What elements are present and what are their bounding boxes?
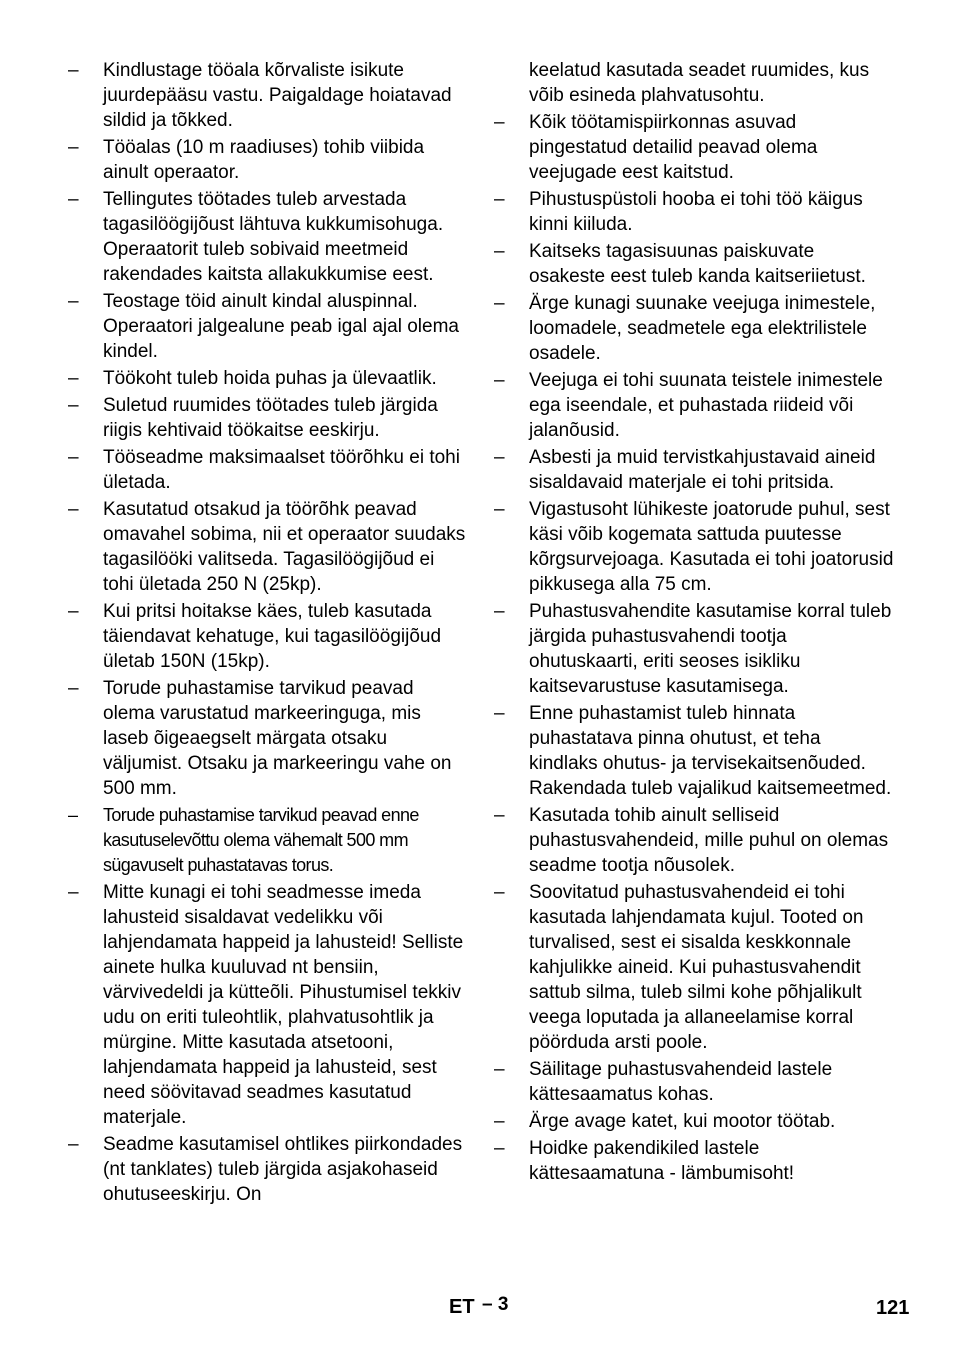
bullet-text: Vigastusoht lühikeste joatorude puhul, sest käsi võib kogemata sattuda puutesse kõrgsurvejoaga. Kasutada ei tohi joatorusid pikkusega alla 75 cm. <box>529 499 894 595</box>
bullet-item <box>68 1132 468 1207</box>
bullet-text: Puhastusvahendite kasutamise korral tuleb järgida puhastusvahendi tootja ohutuskaarti, eriti seoses isikliku kaitsevarustuse kasutamisega. <box>529 601 892 697</box>
bullet-text: Ärge avage katet, kui mootor töötab. <box>529 1111 836 1132</box>
bullet-dash: – <box>68 368 79 389</box>
bullet-item <box>494 1136 894 1186</box>
bullet-dash: – <box>494 447 505 468</box>
bullet-text: Tööalas (10 m raadiuses) tohib viibida ainult operaator. <box>103 137 425 183</box>
bullet-dash: – <box>494 601 505 622</box>
bullet-text: Teostage töid ainult kindal aluspinnal. Operaatori jalgealune peab igal ajal olema kindel. <box>103 291 459 362</box>
bullet-item <box>68 445 468 495</box>
bullet-item <box>68 599 468 674</box>
bullet-dash: – <box>494 1138 505 1159</box>
bullet-text: Enne puhastamist tuleb hinnata puhastatava pinna ohutust, et teha kindlaks ohutus- ja tervisekaitsenõuded. Rakendada tuleb vajalikud kaitsemeetmed. <box>529 703 892 799</box>
bullet-text: Tellingutes töötades tuleb arvestada tagasilöögijõust lähtuva kukkumisohuga. Operaatorit tuleb sobivaid meetmeid rakendades kaitsta allakukkumise eest. <box>103 189 444 285</box>
bullet-item <box>68 393 468 443</box>
bullet-dash: – <box>68 447 79 468</box>
bullet-item <box>68 289 468 364</box>
bullet-dash: – <box>68 499 79 520</box>
bullet-item <box>68 803 468 878</box>
bullet-item <box>68 135 468 185</box>
bullet-item <box>494 239 894 289</box>
bullet-text: Töökoht tuleb hoida puhas ja ülevaatlik. <box>103 368 437 389</box>
bullet-item <box>68 366 468 391</box>
bullet-dash: – <box>68 882 79 903</box>
bullet-dash: – <box>68 1134 79 1155</box>
bullet-dash: – <box>494 189 505 210</box>
bullet-item <box>68 58 468 133</box>
bullet-item <box>68 676 468 801</box>
bullet-text: Kindlustage tööala kõrvaliste isikute juurdepääsu vastu. Paigaldage hoiatavad sildid ja tõkked. <box>103 60 452 131</box>
bullet-dash: – <box>494 499 505 520</box>
bullet-item <box>494 368 894 443</box>
bullet-text: Veejuga ei tohi suunata teistele inimestele ega iseendale, et puhastada riideid või jalanõusid. <box>529 370 883 441</box>
bullet-dash: – <box>494 882 505 903</box>
bullet-dash: – <box>68 291 79 312</box>
bullet-text: Torude puhastamise tarvikud peavad olema varustatud markeeringuga, mis laseb õigeaegselt märgata otsaku väljumist. Otsaku ja markeeringu vahe on 500 mm. <box>103 678 452 799</box>
bullet-dash: – <box>494 370 505 391</box>
bullet-item <box>494 291 894 366</box>
bullet-item <box>494 599 894 699</box>
bullet-dash: – <box>68 678 79 699</box>
bullet-item <box>68 880 468 1130</box>
bullet-text: Kaitseks tagasisuunas paiskuvate osakeste eest tuleb kanda kaitseriietust. <box>529 241 866 287</box>
bullet-item <box>494 58 894 108</box>
bullet-dash: – <box>68 60 79 81</box>
bullet-text: keelatud kasutada seadet ruumides, kus võib esineda plahvatusohtu. <box>529 60 870 106</box>
left-column <box>68 58 468 1209</box>
bullet-text: Mitte kunagi ei tohi seadmesse imeda lahusteid sisaldavat vedelikku või lahjendamata happeid ja lahusteid! Selliste ainete hulka kuuluvad nt bensiin, värvivedeldi ja kütteõli. Pihustumisel tekkiv udu on eriti tuleohtlik, plahvatusohtlik ja mürgine. Mitte kasutada atsetooni, lahjendamata happeid ja lahusteid, sest need söövitavad seadmes kasutatud materjale. <box>103 882 464 1128</box>
bullet-dash: – <box>494 805 505 826</box>
bullet-dash: – <box>68 137 79 158</box>
bullet-item <box>494 110 894 185</box>
bullet-dash: – <box>494 703 505 724</box>
bullet-text: Säilitage puhastusvahendeid lastele kättesaamatus kohas. <box>529 1059 833 1105</box>
bullet-text: Soovitatud puhastusvahendeid ei tohi kasutada lahjendamata kujul. Tooted on turvalised, sest ei sisalda keskkonnale kahjulikke aineid. Kui puhastusvahendit sattub silma, tuleb silmi kohe põhjalikult veega loputada ja allaneelamise korral pöörduda arsti poole. <box>529 882 864 1053</box>
bullet-text: Kasutada tohib ainult selliseid puhastusvahendeid, mille puhul on olemas seadme tootja nõusolek. <box>529 805 889 876</box>
bullet-dash: – <box>494 293 505 314</box>
bullet-item <box>494 445 894 495</box>
bullet-text: Tööseadme maksimaalset töörõhku ei tohi ületada. <box>103 447 460 493</box>
bullet-dash: – <box>68 805 78 825</box>
bullet-item <box>494 1109 894 1134</box>
bullet-text: Kõik töötamispiirkonnas asuvad pingestatud detailid peavad olema veejugade eest kaitstud. <box>529 112 818 183</box>
bullet-text: Seadme kasutamisel ohtlikes piirkondades (nt tanklates) tuleb järgida asjakohaseid ohutuseeskirju. On <box>103 1134 463 1205</box>
bullet-item <box>494 880 894 1055</box>
footer-page-number: 121 <box>876 1297 910 1319</box>
bullet-dash: – <box>68 189 79 210</box>
bullet-item <box>68 497 468 597</box>
bullet-item <box>494 187 894 237</box>
bullet-dash: – <box>494 241 505 262</box>
bullet-text: Hoidke pakendikiled lastele kättesaamatuna - lämbumisoht! <box>529 1138 795 1184</box>
bullet-text: Kasutatud otsakud ja töörõhk peavad omavahel sobima, nii et operaator suudaks tagasilööki valitseda. Tagasilöögijõud ei tohi ületada 250 N (25kp). <box>103 499 466 595</box>
bullet-text: Kui pritsi hoitakse käes, tuleb kasutada täiendavat kehatuge, kui tagasilöögijõud ületab 150N (15kp). <box>103 601 442 672</box>
footer-language: ET <box>449 1296 475 1318</box>
bullet-item <box>494 497 894 597</box>
bullet-dash: – <box>494 1059 505 1080</box>
bullet-dash: – <box>494 112 505 133</box>
bullet-text: Pihustuspüstoli hooba ei tohi töö käigus kinni kiiluda. <box>529 189 863 235</box>
bullet-item <box>494 701 894 801</box>
bullet-text: Torude puhastamise tarvikud peavad enne kasutuselevõttu olema vähemalt 500 mm sügavuselt puhastatavas torus. <box>103 805 419 875</box>
right-column <box>494 58 894 1188</box>
bullet-item <box>68 187 468 287</box>
bullet-dash: – <box>68 395 79 416</box>
bullet-text: Suletud ruumides töötades tuleb järgida riigis kehtivaid töökaitse eeskirju. <box>103 395 438 441</box>
bullet-item <box>494 803 894 878</box>
bullet-dash: – <box>494 1111 505 1132</box>
bullet-text: Ärge kunagi suunake veejuga inimestele, loomadele, seadmetele ega elektrilistele osadele. <box>529 293 876 364</box>
bullet-item <box>494 1057 894 1107</box>
bullet-dash: – <box>68 601 79 622</box>
footer-sub-page: – 3 <box>482 1294 509 1315</box>
bullet-text: Asbesti ja muid tervistkahjustavaid aineid sisaldavaid materjale ei tohi pritsida. <box>529 447 876 493</box>
